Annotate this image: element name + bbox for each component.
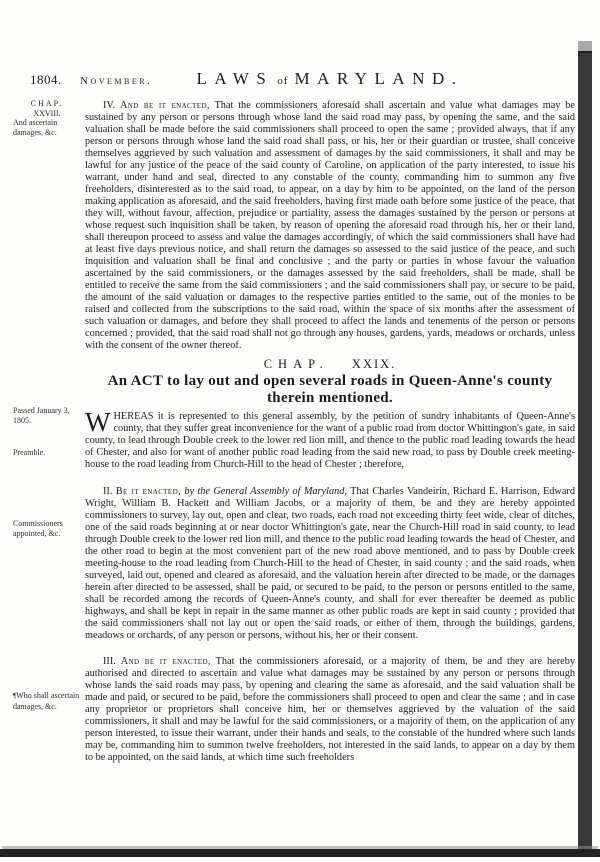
section-iv-number: IV. [103, 100, 116, 111]
scan-edge-strip [578, 41, 592, 849]
who-ascertain-text: Who shall ascertain damages, &c. [13, 691, 80, 711]
section-ii-number: II. [103, 486, 113, 497]
whereas-drop-cap: W [85, 407, 111, 437]
scan-edge-strip-cap [578, 41, 592, 53]
chapter-29-number: XXIX. [351, 357, 397, 371]
scan-bottom-bar [0, 849, 600, 857]
section-ii-enacting-clause: Be it enacted, [115, 486, 182, 497]
margin-note-passed-date: Passed January 3, 1805. [13, 406, 70, 425]
header-of-text: of [277, 75, 289, 87]
chapter-29-heading [85, 357, 575, 371]
margin-note-commissioners: Commissioners appointed, &c. [13, 519, 63, 538]
section-ii-body-text: That Charles Vandeirin, Richard E. Harrison, Edward Wright, William B. Hackett and William Jacobs, or a majority of them, be and they are hereby appointed commissioners to survey, lay out, open and clear, two roads, each road not exceeding thirty feet wide, clear of ditches, one of the said roads beginning at or near doctor Whittington's gate, near the Church-Hill road in said county, to lead through Double creek to the lower red lion mill, and thence to the public road leading towards the head of Chester, and the other road to begin at the most convenient part of the new road above mentioned, and to pass by Double creek meeting-house to the road leading from Church-Hill to the head of Chester, in said county ; and the said roads, when surveyed, laid out, opened and cleared as aforesaid, and the valuation herein after directed to be made, or the damages herein after directed to be assessed, shall be paid, or secured to be paid, to the person or persons entitled to the same, shall be recorded among the records of Queen-Anne's county, and shall for ever thereafter be deemed as public highways, and shall be kept in repair in the same manner as other public roads are kept in said county ; provided that the said commissioners shall not lay out or open the said roads, or either of them, through the buildings, gardens, meadows or orchards, of any person or persons, without his, her or their consent. [85, 486, 576, 641]
header-laws-text: LAWS [196, 69, 274, 88]
preamble-body-text: it is represented to this general assembly, by the petition of sundry inhabitants of Queen-Anne's county, that they suffer great inconvenience for the want of a public road from doctor Whittington's gate, in said county, to lead through Double creek to the lower red lion mill, and thence to the public road leading towards the head of Chester, and also for want of another public road leading from the said new road, to pass by Double creek meeting-house to the road leading from Church-Hill to the head of Chester ; therefore, [85, 411, 575, 470]
section-ii-paragraph [85, 486, 575, 642]
section-iii-body-text: That the commissioners aforesaid, or a majority of them, be and they are hereby authorised and directed to ascertain and value what damages may be sustained by any person or persons through whose lands the said roads may pass, by opening and clearing the same as aforesaid, and the said valuation shall be made and paid, or secured to be paid, before the commissioners shall proceed to open and clear the same ; and in case any proprietor or proprietors shall conceive him, her or themselves aggrieved by the valuation of the said commissioners, it shall and may be lawful for the said commissioners, or a majority of them, on the application of any person interested, to issue their warrant, under their hands and seals, to the constable of the hundred where such lands may be, commanding him to summon twelve freeholders, not interested in the said lands, to appear on a day by them to be appointed, on the said lands, at which time such freeholders [85, 656, 576, 763]
whereas-lead: HEREAS [113, 411, 154, 422]
margin-note-preamble: Preamble. [13, 448, 46, 457]
page-header-title [85, 69, 575, 89]
chap-28-number: XXVIII. [33, 108, 61, 118]
act-title-line-2: therein mentioned. [267, 389, 393, 406]
act-title-line-1: An ACT to lay out and open several roads in Queen-Anne's county [107, 373, 553, 389]
chap-28-side-note: And ascertain damages, &c. [13, 118, 58, 137]
section-iv-enacting-clause: And be it enacted, [119, 100, 210, 111]
chap-28-label: CHAP. [30, 99, 64, 108]
section-ii-authority: by the General Assembly of Maryland, [184, 486, 348, 497]
section-iv-paragraph [85, 100, 575, 352]
page-year: 1804. [30, 72, 62, 87]
preamble-paragraph [85, 407, 575, 471]
session-month: November. [80, 75, 153, 87]
section-iii-enacting-clause: And be it enacted, [120, 656, 211, 667]
act-title [85, 373, 575, 406]
chapter-29-label: CHAP. [263, 357, 329, 371]
section-iii-number: III. [103, 656, 116, 667]
pilcrow-mark: ¶ [13, 692, 17, 700]
body-text-column [85, 100, 575, 764]
header-maryland-text: MARYLAND. [294, 69, 464, 88]
margin-note-chap-28 [13, 99, 81, 137]
section-iii-paragraph [85, 656, 575, 764]
margin-note-who-ascertain [13, 691, 81, 711]
section-iv-body-text: That the commissioners aforesaid shall ascertain and value what damages may be sustained by any person or persons through whose land the said road may pass, by opening the same, and the said valuation shall be made before the said commissioners shall proceed to open the same ; provided always, that if any person or persons through whose land the said road shall pass, or his, her or their guardian or trustee, shall conceive themselves aggrieved by such valuation and assessment of damages by the said commissioners, it shall and may be lawful for any justice of the peace of the said county of Caroline, on application of the party interested, to issue his warrant, under hand and seal, directed to any constable of the county, commanding him to summon any five freeholders, disinterested as to the said road, to appear, on a day by him to be appointed, on the land of the person making application as aforesaid, and the said freeholders, having first made oath before some justice of the peace, that they will, without favour, affection, prejudice or partiality, assess the damages sustained by the person or persons at whose request such inquisition shall be taken, by reason of opening the aforesaid road through his, her or their land, shall thereupon proceed to assess and value the damages accordingly, of which the said commissioners shall have had at least five days previous notice, and shall return the damages so assessed to the said justice of the peace, and such inquisition and valuation shall be final and conclusive ; and the party or parties in whose favour the valuation ascertained by the said commissioners, or the damages assessed by the said freeholders, shall be made, shall be entitled to receive the same from the said commissioners ; and the said commissioners shall pay, or secure to be paid, the amount of the said valuation or damages to the respective parties entitled to the same, out of the monies to be raised and collected from the subscriptions to the said road, within the space of six months after the assessment of such valuation or damages, and before they shall proceed to affect the lands and tenements of the person or persons concerned ; provided, that the said road shall not go through any houses, gardens, yards, meadows or orchards, unless with the consent of the owner thereof. [85, 100, 576, 351]
